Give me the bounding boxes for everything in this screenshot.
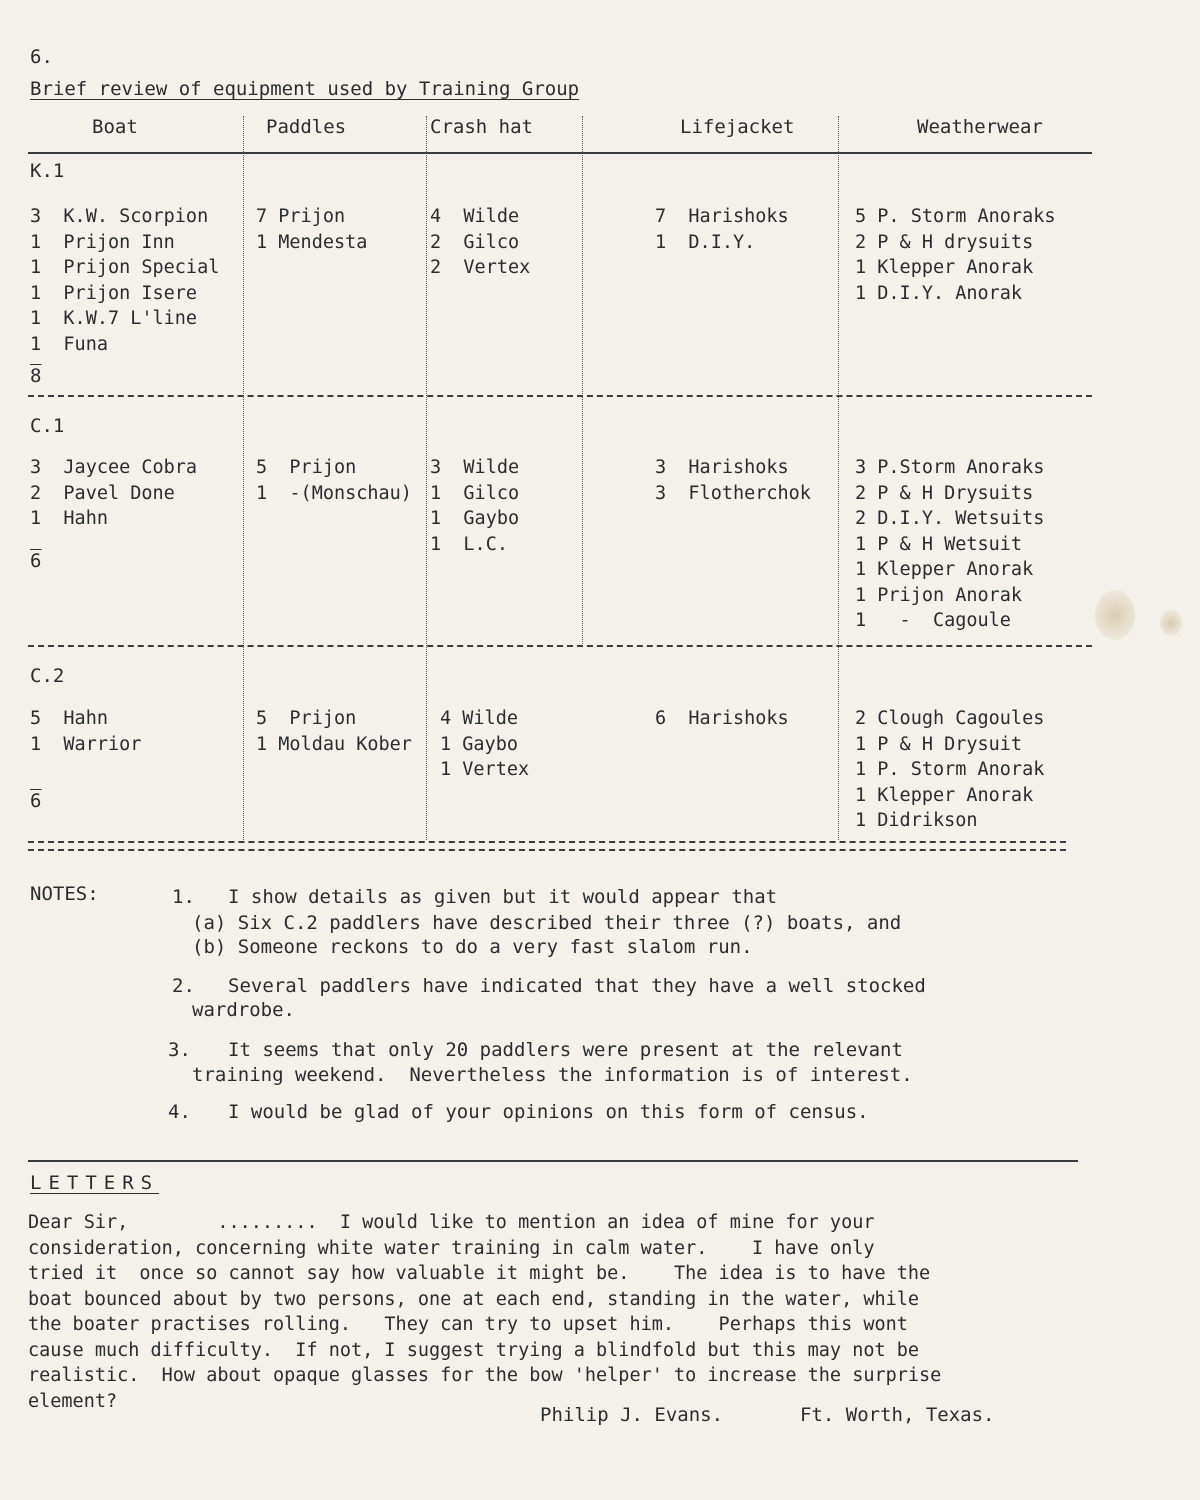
table-cell-entry: 1 Vertex [440, 759, 530, 780]
table-cell-entry: 3 Flotherchok [655, 482, 811, 504]
k1-weatherwear-list [855, 204, 1055, 306]
table-cell-entry: 4 Wilde [430, 206, 520, 227]
note-4-line-1: I would be glad of your opinions on this form of census. [228, 1101, 869, 1123]
section-label-k1: K.1 [30, 160, 65, 182]
note-number: 3. [168, 1039, 191, 1061]
note-number: 4. [168, 1101, 191, 1123]
table-cell-entry: 1 Hahn [30, 508, 108, 529]
table-cell-entry: 6 Harishoks [655, 708, 789, 729]
c2-paddles-list [256, 706, 412, 757]
table-cell-entry: 2 Clough Cagoules [855, 708, 1045, 729]
paper-stain [1160, 610, 1182, 636]
header-rule [28, 152, 1092, 154]
table-cell-entry: 3 Harishoks [655, 457, 789, 478]
table-cell-entry: 2 Gilco [430, 231, 520, 253]
letters-rule [28, 1160, 1078, 1162]
note-3-line-1: It seems that only 20 paddlers were present at the relevant [228, 1039, 903, 1061]
note-1-line-3: (b) Someone reckons to do a very fast slalom run. [192, 936, 753, 958]
note-number: 1. [172, 886, 195, 908]
table-cell-entry: 1 Klepper Anorak [855, 257, 1034, 278]
table-cell-entry: 5 Prijon [256, 457, 357, 478]
c2-crash-hat-list [440, 706, 529, 783]
table-cell-entry: 1 K.W.7 L'line [30, 308, 198, 329]
table-cell-entry: 1 L.C. [430, 533, 508, 555]
table-cell-entry: 1 Moldau Kober [256, 733, 412, 755]
table-cell-entry: 1 Mendesta [256, 231, 368, 253]
c1-weatherwear-list [855, 455, 1044, 634]
page-title: Brief review of equipment used by Training Group [30, 78, 580, 100]
table-cell-entry: 2 P & H Drysuits [855, 482, 1034, 504]
table-cell-entry: 1 - Cagoule [855, 610, 1011, 631]
c2-boat-list [30, 706, 141, 757]
table-cell-entry: 2 P & H drysuits [855, 231, 1034, 253]
note-2-line-2: wardrobe. [192, 999, 295, 1021]
header-weatherwear: Weatherwear [917, 116, 1043, 138]
column-divider [426, 116, 427, 840]
letter-body: Dear Sir, ......... I would like to mention an idea of mine for your consideration, concerning white water training in calm water. I have only tried it once so cannot say how valuable it might be. The idea is to have the boat bounced about by two persons, one at each end, standing in the water, while the boater practises rolling. They can try to upset him. Perhaps this wont cause much difficulty. If not, I suggest trying a blindfold but this may not be realistic. How about opaque glasses for the bow 'helper' to increase the surprise element? [28, 1212, 942, 1412]
note-1-line-2: (a) Six C.2 paddlers have described their three (?) boats, and [192, 912, 902, 934]
header-crash-hat: Crash hat [430, 116, 533, 138]
k1-paddles-list [256, 204, 367, 255]
table-cell-entry: 1 P & H Wetsuit [855, 533, 1023, 555]
k1-crash-hat-list [430, 204, 530, 281]
page-number: 6. [30, 46, 53, 68]
header-lifejacket: Lifejacket [680, 116, 795, 138]
column-divider [582, 116, 583, 646]
table-cell-entry: 1 D.I.Y. Anorak [855, 282, 1023, 304]
table-cell-entry: 1 Gilco [430, 482, 520, 504]
table-cell-entry: 1 Prijon Inn [30, 231, 175, 253]
table-cell-entry: 1 Prijon Anorak [855, 584, 1023, 606]
table-cell-entry: 3 K.W. Scorpion [30, 206, 209, 227]
note-3-line-2: training weekend. Nevertheless the information is of interest. [192, 1064, 913, 1086]
table-cell-entry: 5 P. Storm Anoraks [855, 206, 1056, 227]
section-label-c2: C.2 [30, 665, 65, 687]
section-divider [28, 395, 1092, 397]
c2-total: 6 [30, 790, 42, 812]
notes-label: NOTES: [30, 883, 99, 905]
paper-stain [1095, 590, 1135, 640]
k1-boat-list [30, 204, 219, 357]
table-cell-entry: 1 Prijon Special [30, 257, 220, 278]
table-cell-entry: 1 P. Storm Anorak [855, 759, 1045, 780]
header-paddles: Paddles [266, 116, 347, 138]
table-cell-entry: 1 Gaybo [440, 733, 518, 755]
k1-total: 8 [30, 365, 42, 387]
c1-lifejacket-list [655, 455, 811, 506]
table-cell-entry: 1 Warrior [30, 733, 142, 755]
table-cell-entry: 2 Vertex [430, 257, 531, 278]
table-cell-entry: 1 Klepper Anorak [855, 559, 1034, 580]
table-cell-entry: 1 Klepper Anorak [855, 784, 1034, 806]
table-cell-entry: 1 D.I.Y. [655, 231, 756, 253]
section-label-c1: C.1 [30, 415, 65, 437]
table-end-rule [28, 841, 1066, 851]
letters-heading: LETTERS [30, 1172, 160, 1194]
table-cell-entry: 3 Wilde [430, 457, 520, 478]
c2-lifejacket-list [655, 706, 789, 732]
letter-location: Ft. Worth, Texas. [800, 1404, 995, 1426]
column-divider [243, 116, 244, 840]
table-cell-entry: 1 Gaybo [430, 508, 520, 529]
section-divider [28, 645, 1092, 647]
c1-paddles-list [256, 455, 412, 506]
letter-signature: Philip J. Evans. [540, 1404, 724, 1426]
table-cell-entry: 7 Prijon [256, 206, 346, 227]
table-cell-entry: 5 Prijon [256, 708, 357, 729]
table-cell-entry: 1 Didrikson [855, 810, 978, 831]
table-cell-entry: 2 D.I.Y. Wetsuits [855, 508, 1045, 529]
note-number: 2. [172, 975, 195, 997]
note-2-line-1: Several paddlers have indicated that they have a well stocked [228, 975, 926, 997]
k1-lifejacket-list [655, 204, 789, 255]
table-cell-entry: 7 Harishoks [655, 206, 789, 227]
table-cell-entry: 5 Hahn [30, 708, 108, 729]
table-cell-entry: 3 Jaycee Cobra [30, 457, 198, 478]
header-boat: Boat [92, 116, 138, 138]
table-cell-entry: 2 Pavel Done [30, 482, 175, 504]
c1-boat-list [30, 455, 197, 532]
table-cell-entry: 1 Funa [30, 333, 108, 355]
c2-weatherwear-list [855, 706, 1044, 834]
table-cell-entry: 1 -(Monschau) [256, 482, 412, 504]
column-divider [838, 116, 839, 840]
table-cell-entry: 4 Wilde [440, 708, 518, 729]
table-cell-entry: 3 P.Storm Anoraks [855, 457, 1045, 478]
note-1-line-1: I show details as given but it would appear that [228, 886, 778, 908]
c1-crash-hat-list [430, 455, 519, 557]
table-cell-entry: 1 Prijon Isere [30, 282, 198, 304]
c1-total: 6 [30, 550, 42, 572]
table-cell-entry: 1 P & H Drysuit [855, 733, 1023, 755]
